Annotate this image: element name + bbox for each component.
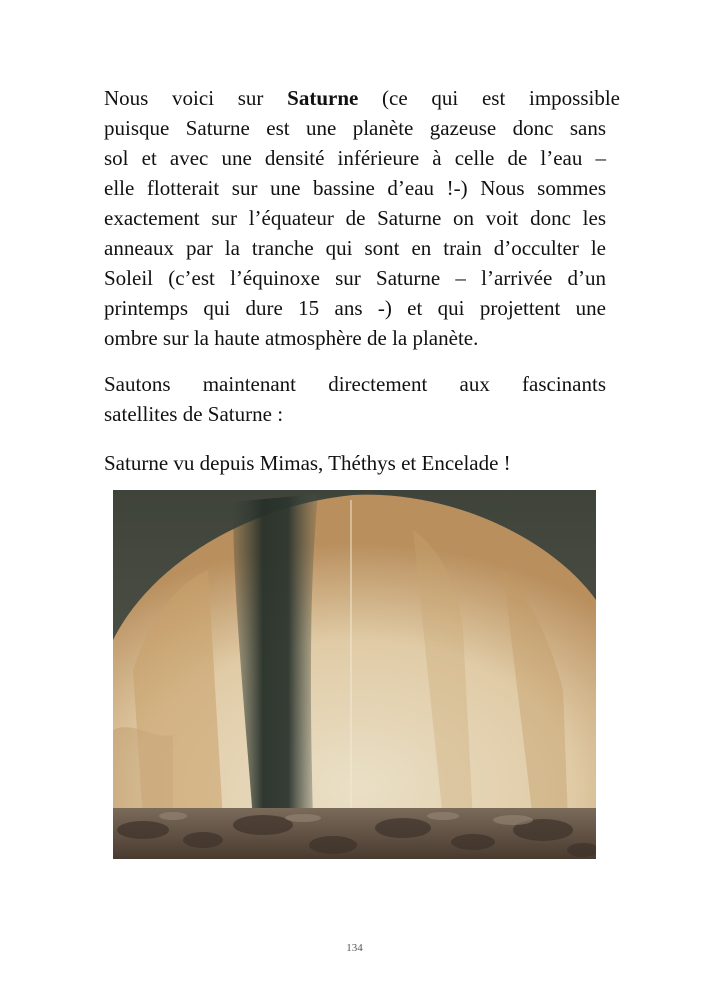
text-line: elle flotterait sur une bassine d’eau !-) Nous sommes: [104, 176, 606, 200]
text-segment: (ce qui est impossible: [382, 86, 620, 110]
text-line: Soleil (c’est l’équinoxe sur Saturne – l’arrivée d’un: [104, 266, 606, 290]
text-line: anneaux par la tranche qui sont en train d’occulter le: [104, 236, 606, 260]
paragraph-saturn-intro: [104, 83, 620, 353]
text-line: printemps qui dure 15 ans -) et qui projettent une: [104, 296, 606, 320]
text-line: [104, 83, 620, 113]
text-line: Sautons maintenant directement aux fascinants: [104, 372, 606, 396]
text-segment: Nous voici sur: [104, 86, 264, 110]
text-line: sol et avec une densité inférieure à celle de l’eau –: [104, 146, 606, 170]
text-line: exactement sur l’équateur de Saturne on voit donc les: [104, 206, 606, 230]
saturn-painting-image: [113, 490, 596, 859]
paragraph-caption: [104, 448, 606, 478]
paragraph-satellites: [104, 369, 606, 429]
page-number: 134: [346, 942, 363, 954]
bold-term-saturne: Saturne: [287, 86, 359, 110]
text-line: satellites de Saturne :: [104, 402, 284, 426]
text-line: Saturne vu depuis Mimas, Théthys et Encelade !: [104, 451, 511, 475]
text-line: puisque Saturne est une planète gazeuse donc sans: [104, 116, 606, 140]
text-line: ombre sur la haute atmosphère de la planète.: [104, 326, 479, 350]
